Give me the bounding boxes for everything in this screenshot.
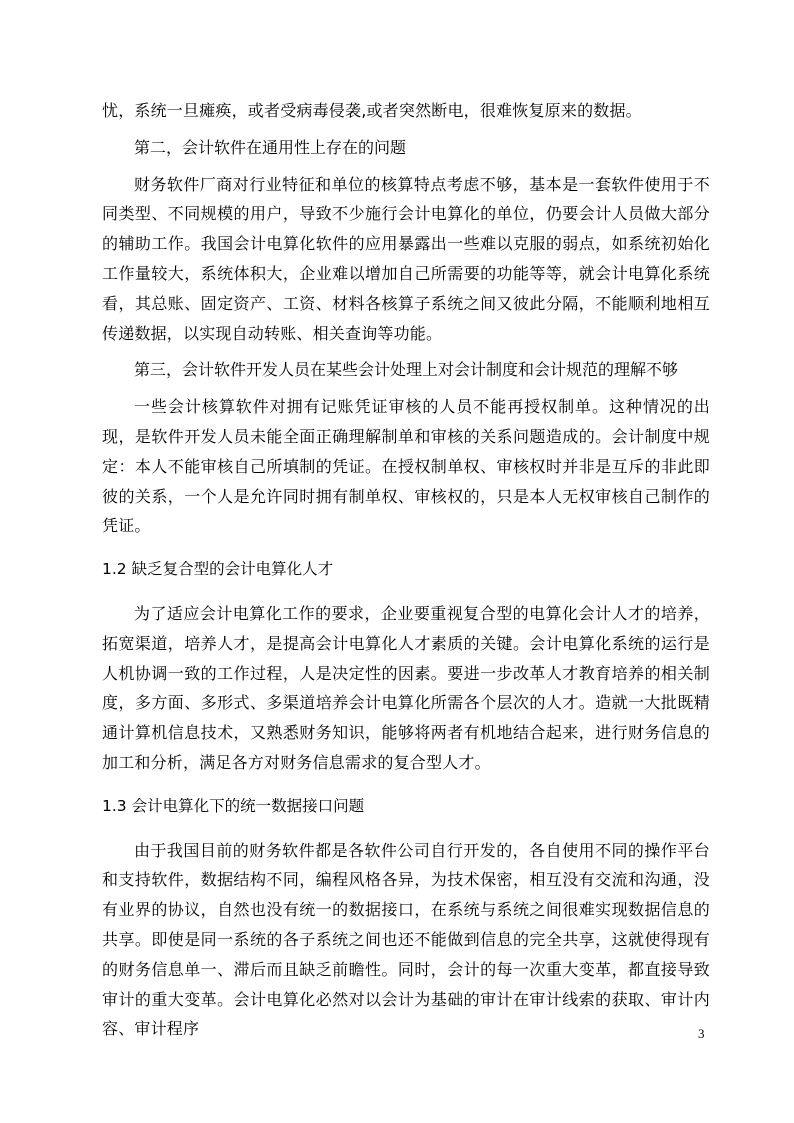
section-heading-1-2: 1.2 缺乏复合型的会计电算化人才: [102, 560, 334, 579]
subheading-third-issue: 第三，会计软件开发人员在某些会计处理上对会计制度和会计规范的理解不够: [134, 360, 679, 380]
paragraph-talent-shortage: 为了适应会计电算化工作的要求，企业要重视复合型的电算化会计人才的培养，拓宽渠道，培养人才，是提高会计电算化人才素质的关键。会计电算化系统的运行是人机协调一致的工作过程，人是决定性的因素。要进一步改革人才教育培养的相关制度，多方面、多形式、多渠道培养会计电算化所需各个层次的人才。造就一大批既精通计算机信息技术，又熟悉财务知识，能够将两者有机地结合起来，进行财务信息的加工和分析，满足各方对财务信息需求的复合型人才。: [102, 603, 710, 772]
page-number: 3: [698, 1026, 705, 1041]
paragraph-data-interface: 由于我国目前的财务软件都是各软件公司自行开发的，各自使用不同的操作平台和支持软件，数据结构不同，编程风格各异，为技术保密，相互没有交流和沟通，没有业界的协议，自然也没有统一的数据接口，在系统与系统之间很难实现数据信息的共享。即使是同一系统的各子系统之间也还不能做到信息的完全共享，这就使得现有的财务信息单一、滞后而且缺乏前瞻性。同时，会计的每一次重大变革，都直接导致审计的重大变革。会计电算化必然对以会计为基础的审计在审计线索的获取、审计内容、审计程序: [102, 840, 710, 1039]
subheading-second-issue: 第二，会计软件在通用性上存在的问题: [134, 137, 407, 157]
paragraph-generality-problem: 财务软件厂商对行业特征和单位的核算特点考虑不够，基本是一套软件使用于不同类型、不同规模的用户，导致不少施行会计电算化的单位，仍要会计人员做大部分的辅助工作。我国会计电算化软件的应用暴露出一些难以克服的弱点，如系统初始化工作量较大，系统体积大，企业难以增加自己所需要的功能等等，就会计电算化系统看，其总账、固定资产、工资、材料各核算子系统之间又彼此分隔，不能顺利地相互传递数据，以实现自动转账、相关查询等功能。: [102, 174, 710, 343]
paragraph-developer-understanding: 一些会计核算软件对拥有记账凭证审核的人员不能再授权制单。这种情况的出现，是软件开发人员未能全面正确理解制单和审核的关系问题造成的。会计制度中规定：本人不能审核自己所填制的凭证。在授权制单权、审核权时并非是互斥的非此即彼的关系，一个人是允许同时拥有制单权、审核权的，只是本人无权审核自己制作的凭证。: [102, 397, 710, 536]
page-body: [102, 96, 710, 1051]
paragraph-continuation: 忧，系统一旦瘫痪，或者受病毒侵袭,或者突然断电，很难恢复原来的数据。: [102, 101, 642, 120]
section-heading-1-3: 1.3 会计电算化下的统一数据接口问题: [102, 796, 365, 815]
